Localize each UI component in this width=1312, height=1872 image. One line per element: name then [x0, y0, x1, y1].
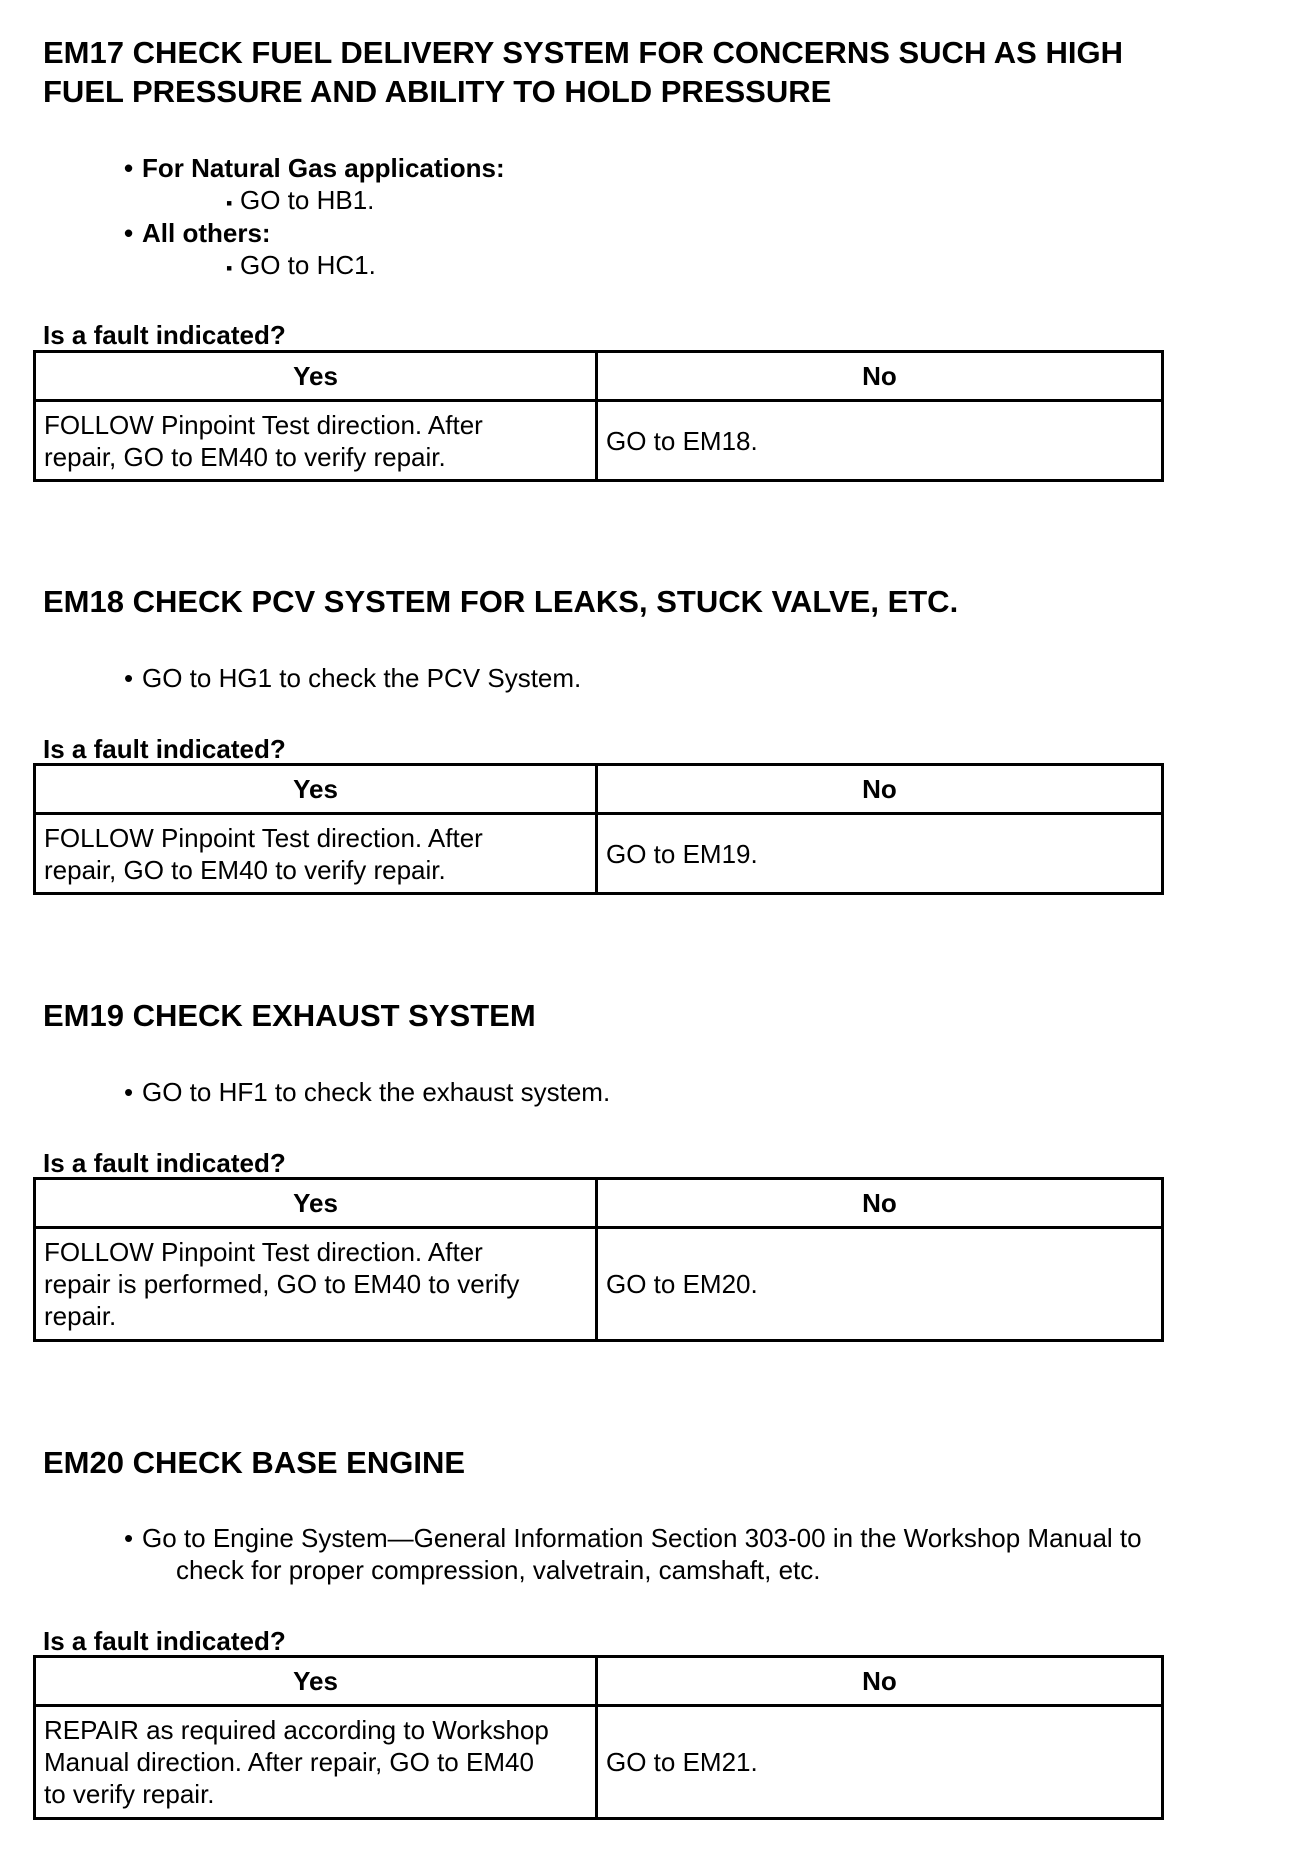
- yes-no-table: [33, 1655, 1164, 1820]
- bullet-item: • GO to HF1 to check the exhaust system.: [124, 1077, 611, 1107]
- yes-header: Yes: [35, 352, 597, 401]
- bullet-item: • Go to Engine System—General Information Section 303-00 in the Workshop Manual to: [124, 1523, 1142, 1553]
- em17-heading: EM17 CHECK FUEL DELIVERY SYSTEM FOR CONCERNS SUCH AS HIGH FUEL PRESSURE AND ABILITY TO HOLD PRESSURE: [43, 35, 1123, 109]
- bullet-icon: •: [124, 663, 134, 693]
- no-header: No: [597, 352, 1163, 401]
- square-bullet-icon: ▪: [226, 193, 233, 213]
- yes-header: Yes: [35, 1657, 597, 1706]
- bullet-item: • All others:: [124, 218, 271, 248]
- yes-header: Yes: [35, 765, 597, 814]
- yes-cell: FOLLOW Pinpoint Test direction. After repair is performed, GO to EM40 to verify repair.: [35, 1228, 597, 1341]
- bullet-item: • GO to HG1 to check the PCV System.: [124, 663, 582, 693]
- bullet-item: • For Natural Gas applications:: [124, 153, 505, 183]
- sub-bullet-item: ▪ GO to HB1.: [226, 184, 374, 219]
- no-header: No: [597, 1657, 1163, 1706]
- em18-heading: EM18 CHECK PCV SYSTEM FOR LEAKS, STUCK VALVE, ETC.: [43, 584, 959, 619]
- yes-no-table: [33, 350, 1164, 482]
- no-header: No: [597, 765, 1163, 814]
- no-cell: GO to EM18.: [597, 401, 1163, 481]
- bullet-icon: •: [124, 153, 134, 183]
- sub-bullet-item: ▪ GO to HC1.: [226, 249, 376, 284]
- yes-cell: FOLLOW Pinpoint Test direction. After repair, GO to EM40 to verify repair.: [35, 401, 597, 481]
- em20-heading: EM20 CHECK BASE ENGINE: [43, 1445, 466, 1480]
- question: Is a fault indicated?: [43, 1626, 286, 1656]
- question: Is a fault indicated?: [43, 1148, 286, 1178]
- question: Is a fault indicated?: [43, 734, 286, 764]
- em19-heading: EM19 CHECK EXHAUST SYSTEM: [43, 998, 536, 1033]
- no-cell: GO to EM20.: [597, 1228, 1163, 1341]
- yes-header: Yes: [35, 1179, 597, 1228]
- bullet-icon: •: [124, 218, 134, 248]
- no-cell: GO to EM21.: [597, 1706, 1163, 1819]
- bullet-icon: •: [124, 1077, 134, 1107]
- yes-cell: REPAIR as required according to Workshop Manual direction. After repair, GO to EM40 to verify repair.: [35, 1706, 597, 1819]
- square-bullet-icon: ▪: [226, 258, 233, 278]
- no-cell: GO to EM19.: [597, 814, 1163, 894]
- question: Is a fault indicated?: [43, 320, 286, 350]
- yes-no-table: [33, 763, 1164, 895]
- bullet-icon: •: [124, 1523, 134, 1553]
- bullet-continuation: check for proper compression, valvetrain, camshaft, etc.: [176, 1555, 821, 1585]
- yes-no-table: [33, 1177, 1164, 1342]
- yes-cell: FOLLOW Pinpoint Test direction. After repair, GO to EM40 to verify repair.: [35, 814, 597, 894]
- no-header: No: [597, 1179, 1163, 1228]
